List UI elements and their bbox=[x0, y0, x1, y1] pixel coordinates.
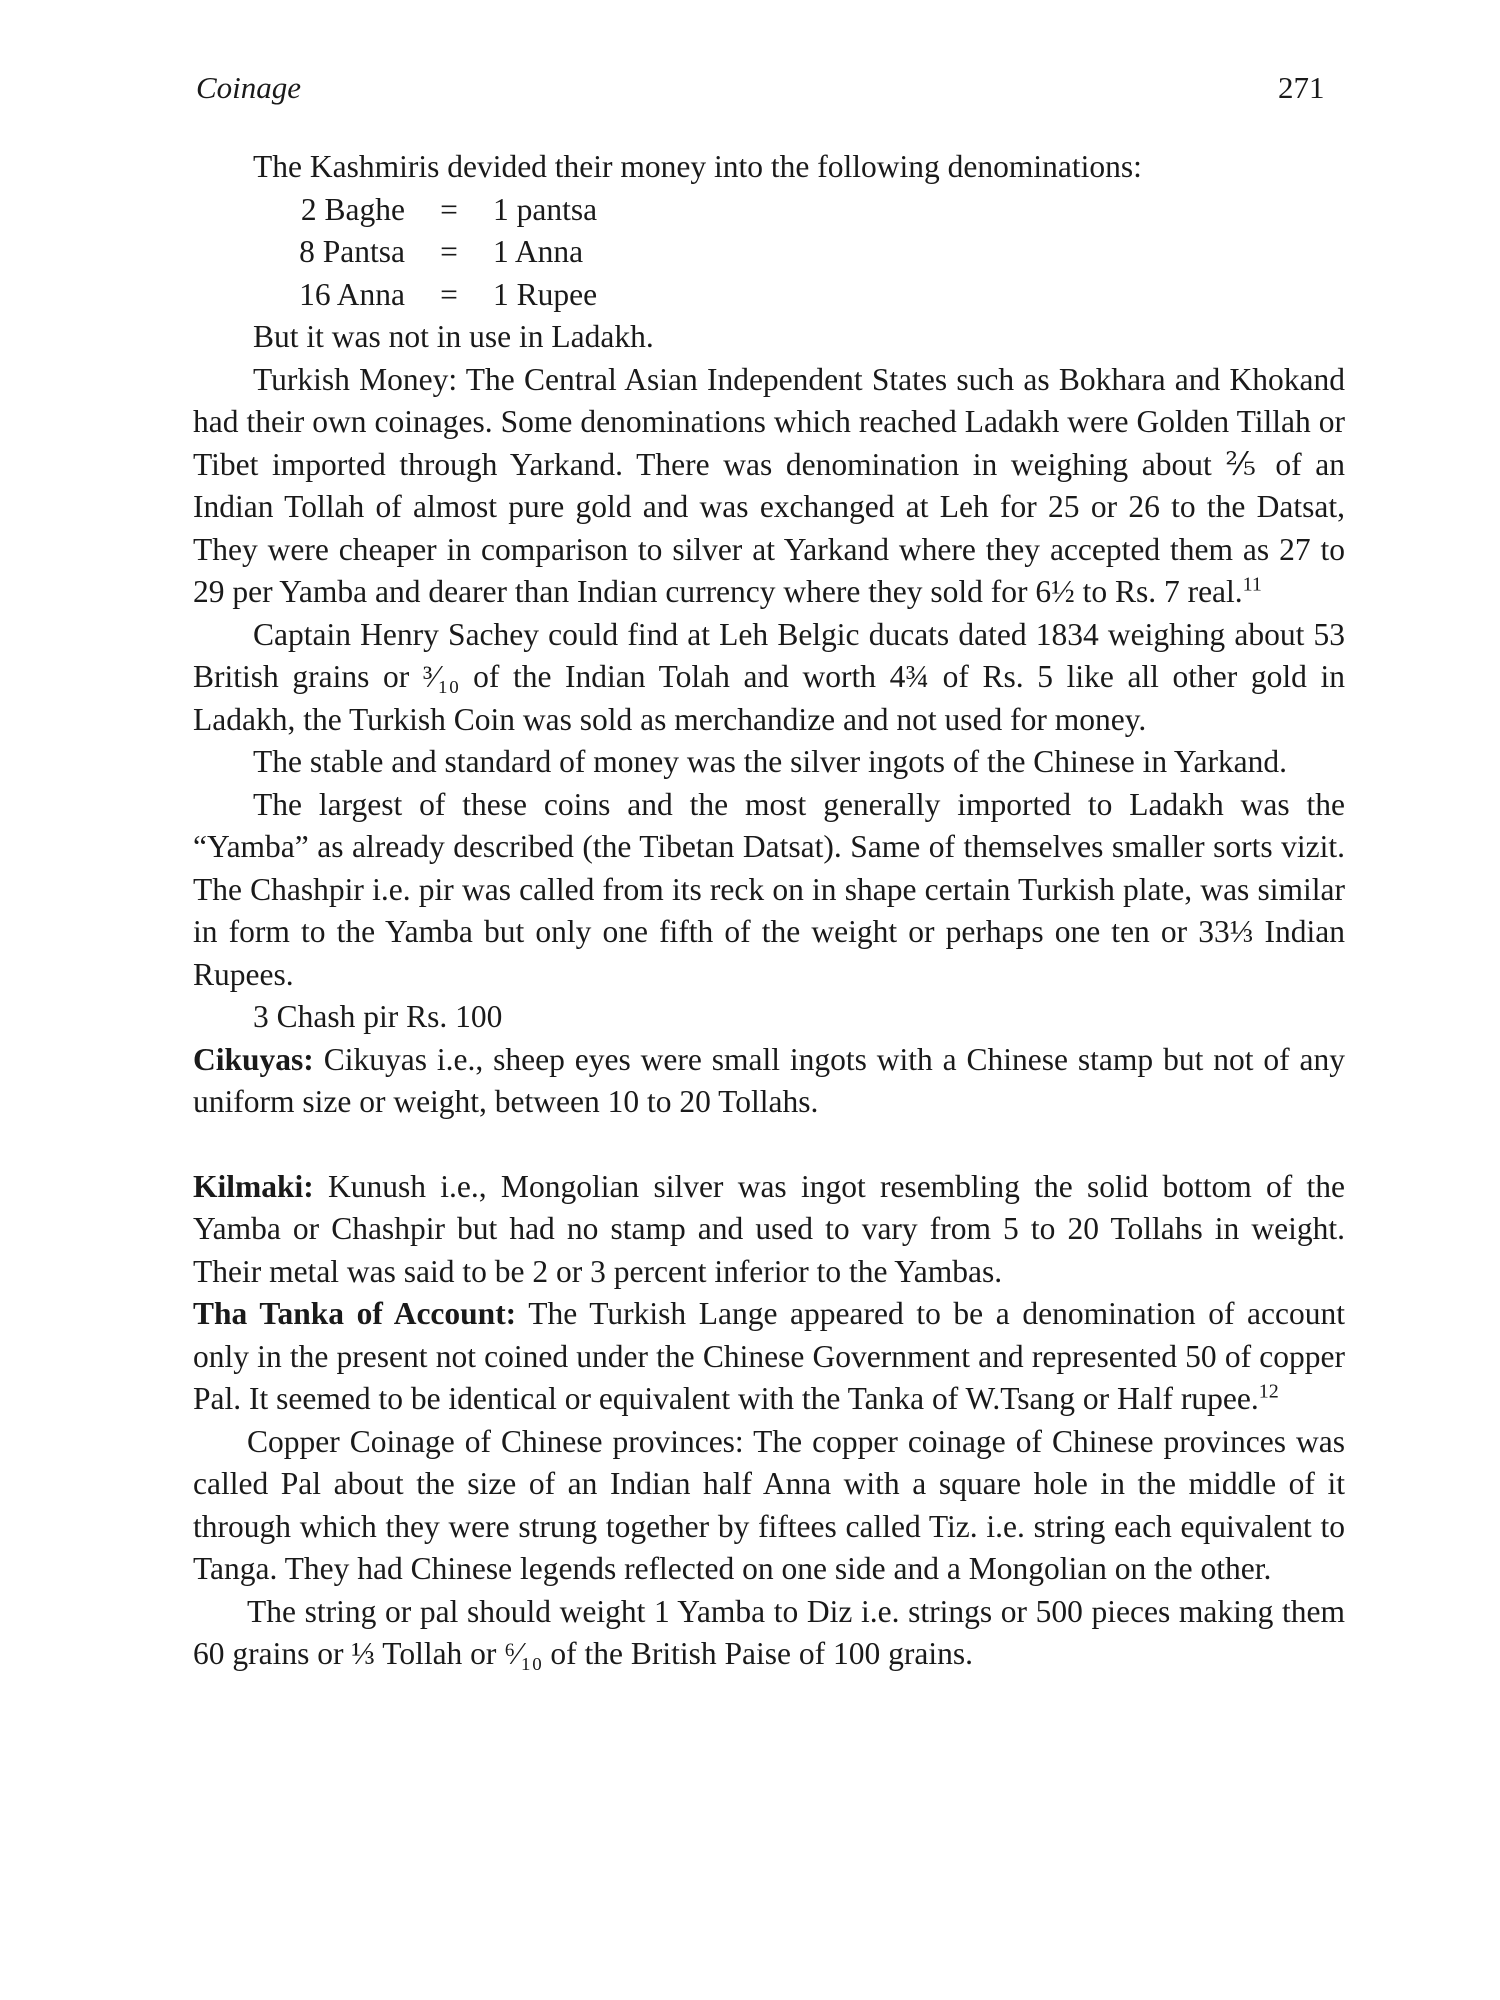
page-body bbox=[193, 146, 1345, 1676]
denomination-table bbox=[261, 189, 597, 317]
equals-sign: = bbox=[440, 191, 458, 227]
equals-sign: = bbox=[440, 234, 458, 269]
turkish-money-paragraph bbox=[193, 359, 1345, 614]
tanka-paragraph bbox=[193, 1293, 1345, 1421]
sachey-paragraph: Captain Henry Sachey could find at Leh Belgic ducats dated 1834 weighing about 53 British grains or ³⁄₁₀ of the Indian Tolah and worth 4¾ of Rs. 5 like all other gold in Ladakh, the Turkish Coin was sold as merchandize and not used for money. bbox=[193, 616, 1345, 737]
denomination-right: 1 Anna bbox=[493, 234, 584, 269]
kilmaki-heading: Kilmaki: bbox=[193, 1168, 314, 1204]
denomination-right: 1 Rupee bbox=[493, 276, 598, 312]
kilmaki-paragraph bbox=[193, 1166, 1345, 1294]
kilmaki-text: Kunush i.e., Mongolian silver was ingot resembling the solid bottom of the Yamba or Chashpir but had no stamp and used to vary from 5 to 20 Tollahs in weight. Their metal was said to be 2 or 3 percent inferior to the Yambas. bbox=[193, 1168, 1345, 1289]
cikuyas-paragraph bbox=[193, 1039, 1345, 1124]
cikuyas-text: Cikuyas i.e., sheep eyes were small ingots with a Chinese stamp but not of any uniform size or weight, between 10 to 20 Tollahs. bbox=[193, 1041, 1345, 1119]
denomination-left: 8 Pantsa bbox=[299, 234, 405, 269]
equals-sign: = bbox=[440, 276, 458, 312]
chash-pir-line: 3 Chash pir Rs. 100 bbox=[253, 999, 503, 1034]
blank-line bbox=[193, 1124, 1345, 1166]
denomination-right: 1 pantsa bbox=[493, 191, 598, 227]
tanka-text: The Turkish Lange appeared to be a denomination of account only in the present not coined under the Chinese Government and represented 50 of copper Pal. It seemed to be identical or equivalent with the Tanka of W.Tsang or Half rupee. bbox=[193, 1296, 1345, 1416]
stable-paragraph: The stable and standard of money was the silver ingots of the Chinese in Yarkand. bbox=[253, 744, 1288, 779]
denomination-row bbox=[261, 189, 597, 232]
running-header-title: Coinage bbox=[196, 70, 302, 105]
footnote-ref-12: 12 bbox=[1258, 1380, 1279, 1403]
page-number: 271 bbox=[1278, 70, 1325, 105]
string-paragraph: The string or pal should weight 1 Yamba to Diz i.e. strings or 500 pieces making them 60 grains or ⅓ Tollah or ⁶⁄₁₀ of the British Paise of 100 grains. bbox=[193, 1593, 1345, 1671]
denomination-left: 2 Baghe bbox=[300, 191, 405, 227]
cikuyas-heading: Cikuyas: bbox=[193, 1041, 314, 1077]
denomination-row bbox=[261, 274, 597, 317]
largest-coins-paragraph: The largest of these coins and the most generally imported to Ladakh was the “Yamba” as already described (the Tibetan Datsat). Same of themselves smaller sorts vizit. The Chashpir i.e. pir was called from its reck on in shape certain Turkish plate, was similar in form to the Yamba but only one fifth of the weight or perhaps one ten or 33⅓ Indian Rupees. bbox=[193, 786, 1345, 992]
not-in-use-paragraph: But it was not in use in Ladakh. bbox=[253, 319, 654, 354]
denomination-left: 16 Anna bbox=[299, 276, 405, 312]
tanka-heading: Tha Tanka of Account: bbox=[193, 1296, 517, 1331]
turkish-money-text: Turkish Money: The Central Asian Independent States such as Bokhara and Khokand had their own coinages. Some denominations which reached Ladakh were Golden Tillah or Tibet imported through Yarkand. There was denomination in weighing about ⅖ of an Indian Tollah of almost pure gold and was exchanged at Leh for 25 or 26 to the Datsat, They were cheaper in comparison to silver at Yarkand where they accepted them as 27 to 29 per Yamba and dearer than Indian currency where they sold for 6½ to Rs. 7 real. bbox=[193, 361, 1345, 609]
footnote-ref-11: 11 bbox=[1242, 573, 1262, 596]
copper-coinage-paragraph: Copper Coinage of Chinese provinces: The copper coinage of Chinese provinces was called Pal about the size of an Indian half Anna with a square hole in the middle of it through which they were strung together by fiftees called Tiz. i.e. string each equivalent to Tanga. They had Chinese legends reflected on one side and a Mongolian on the other. bbox=[193, 1423, 1345, 1586]
intro-paragraph: The Kashmiris devided their money into the following denominations: bbox=[253, 149, 1142, 184]
denomination-row bbox=[261, 231, 597, 274]
